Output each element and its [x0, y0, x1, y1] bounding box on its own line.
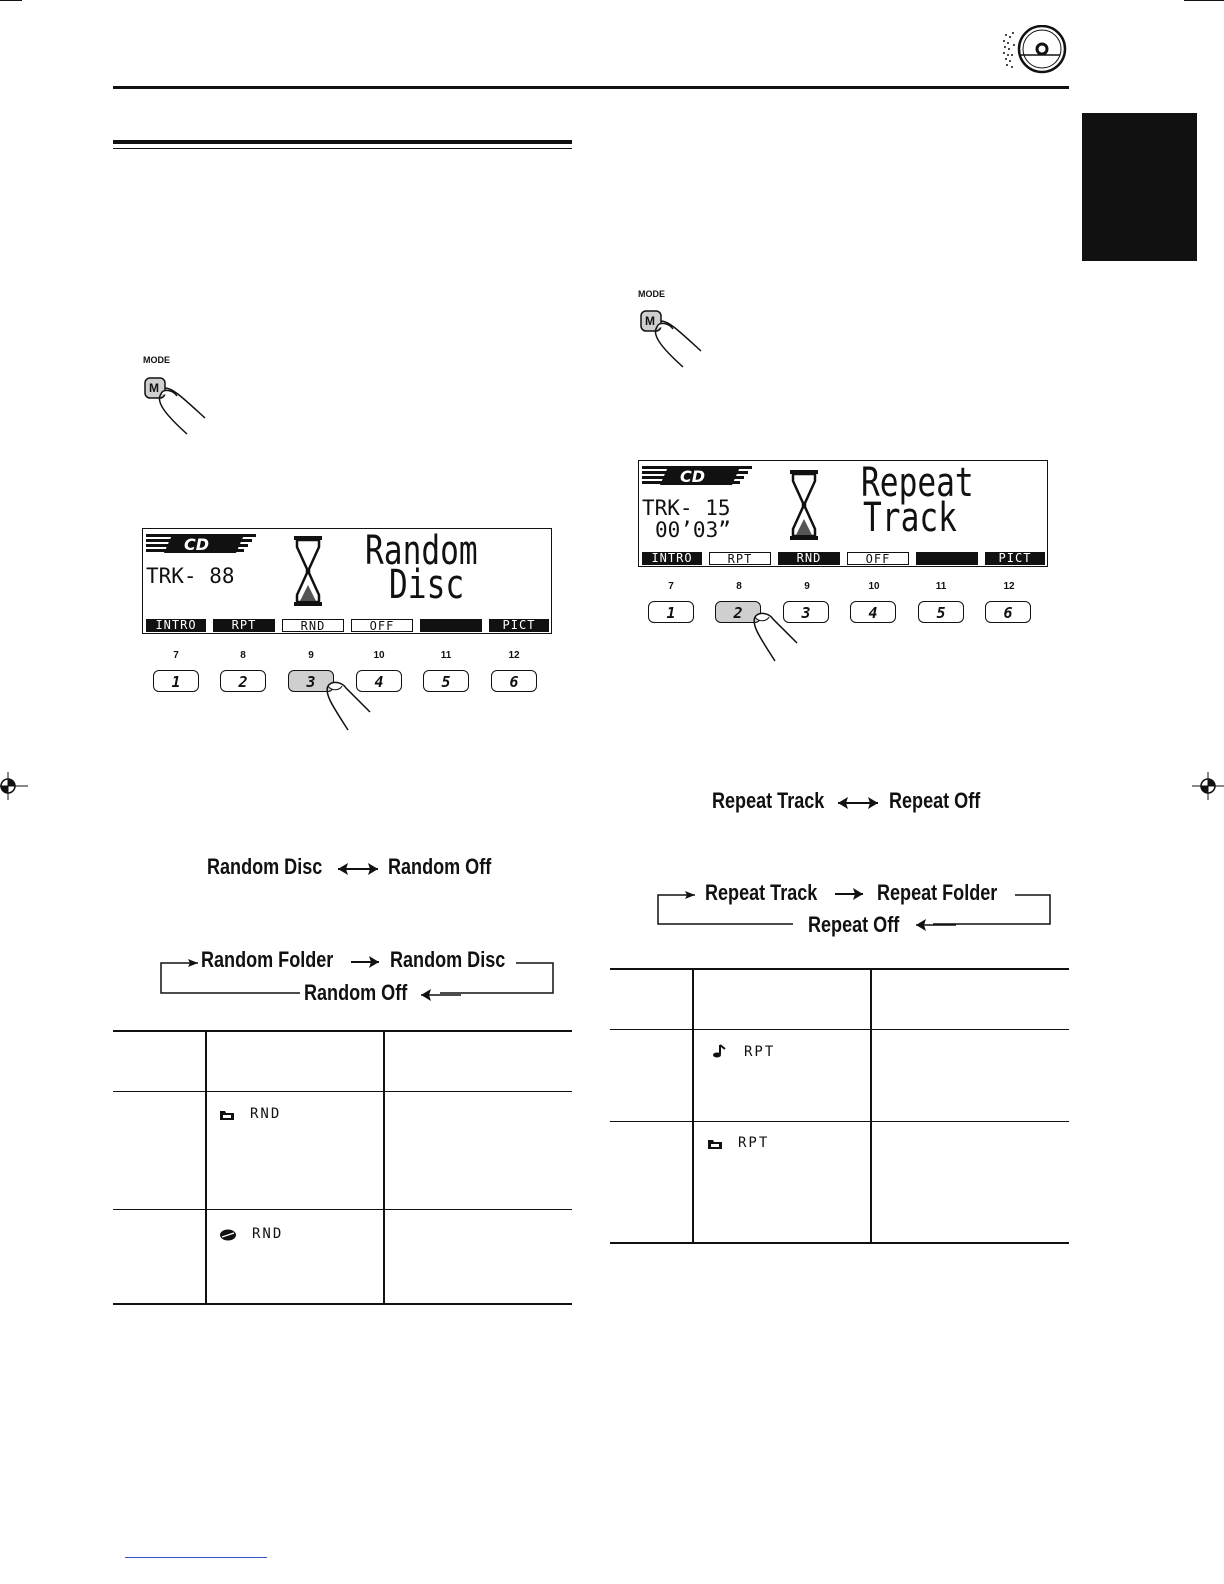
preset-button-2[interactable]: 2 [715, 601, 761, 623]
flow-repeat-track: Repeat Track [712, 788, 825, 813]
preset-button-4[interactable]: 4 [850, 601, 896, 623]
lcd-display [142, 528, 552, 634]
flow-random-disc: Random Disc [207, 854, 323, 879]
lcd-tab-intro: INTRO [642, 552, 702, 565]
table-row-rule [610, 1029, 1069, 1030]
table-bottom-rule [610, 1242, 1069, 1244]
time-readout: 00’03” [655, 518, 731, 542]
rpt-indicator: RPT [744, 1044, 776, 1060]
lcd-message-line1: Random [365, 528, 478, 574]
cd-disc-icon [1000, 25, 1068, 77]
finger-pressing-icon [318, 678, 374, 732]
preset-number-10: 10 [868, 581, 880, 592]
table-col-rule [205, 1030, 207, 1305]
rpt-indicator: RPT [738, 1135, 770, 1151]
preset-button-5[interactable]: 5 [423, 670, 469, 692]
table-col-rule [870, 968, 872, 1244]
lcd-message-line2: Track [863, 495, 957, 541]
table-bottom-rule [113, 1303, 572, 1305]
side-tab [1082, 113, 1197, 261]
table-row-rule [113, 1209, 572, 1210]
preset-number-8: 8 [240, 650, 246, 661]
preset-button-1[interactable]: 1 [153, 670, 199, 692]
lcd-message-line1: Repeat [861, 460, 974, 506]
finger-pressing-icon [745, 609, 801, 663]
folder-icon [219, 1108, 235, 1120]
mode-button[interactable] [639, 309, 709, 371]
preset-number-12: 12 [508, 650, 520, 661]
mode-key-label: M [645, 314, 655, 328]
preset-number-8: 8 [736, 581, 742, 592]
lcd-tab-rnd: RND [778, 552, 840, 565]
section-rule-thin [113, 148, 572, 149]
svg-text:CD: CD [680, 467, 706, 486]
double-arrow-icon [836, 795, 880, 811]
lcd-tab-blank [420, 619, 482, 632]
registration-mark-icon [1192, 772, 1224, 800]
hourglass-icon [293, 535, 323, 607]
folder-icon [707, 1137, 723, 1149]
arrow-right-icon [349, 955, 381, 969]
double-arrow-icon [336, 861, 380, 877]
arrow-left-icon [914, 918, 958, 932]
lcd-tab-rpt: RPT [213, 619, 275, 632]
lcd-tab-pict: PICT [489, 619, 549, 632]
table-top-rule [610, 968, 1069, 970]
preset-number-12: 12 [1003, 581, 1015, 592]
header-rule [113, 86, 1069, 89]
crop-mark-top-right [1184, 0, 1224, 1]
lcd-message-line2: Disc [389, 562, 465, 608]
flow-random-disc-2: Random Disc [390, 947, 506, 972]
preset-button-4[interactable]: 4 [356, 670, 402, 692]
preset-button-3[interactable]: 3 [288, 670, 334, 692]
preset-number-11: 11 [440, 650, 452, 661]
lcd-tab-rnd: RND [282, 619, 344, 632]
preset-number-9: 9 [804, 581, 810, 592]
lcd-tab-pict: PICT [985, 552, 1045, 565]
flow-random-off-2: Random Off [304, 980, 408, 1005]
lcd-tab-off: OFF [351, 619, 413, 632]
arrow-right-icon [833, 887, 865, 901]
track-readout: TRK- 15 [642, 496, 731, 520]
mode-button[interactable] [143, 376, 213, 438]
mode-label: MODE [638, 289, 665, 299]
table-col-rule [383, 1030, 385, 1305]
table-col-rule [692, 968, 694, 1244]
lcd-tab-rpt: RPT [709, 552, 771, 565]
preset-button-2[interactable]: 2 [220, 670, 266, 692]
preset-button-3[interactable]: 3 [783, 601, 829, 623]
crop-mark-top-left [0, 0, 22, 1]
flow-repeat-folder: Repeat Folder [877, 880, 998, 905]
table-row-rule [610, 1121, 1069, 1122]
rnd-indicator: RND [252, 1226, 284, 1242]
hourglass-icon [789, 469, 819, 541]
preset-button-1[interactable]: 1 [648, 601, 694, 623]
music-note-icon [712, 1044, 728, 1058]
preset-button-5[interactable]: 5 [918, 601, 964, 623]
arrow-left-icon [419, 988, 463, 1002]
preset-number-10: 10 [373, 650, 385, 661]
track-readout: TRK- 88 [146, 564, 235, 588]
mode-key-label: M [149, 381, 159, 395]
lcd-tab-intro: INTRO [146, 619, 206, 632]
table-top-rule [113, 1030, 572, 1032]
disc-icon [219, 1228, 237, 1240]
flow-random-folder: Random Folder [201, 947, 334, 972]
rnd-indicator: RND [250, 1106, 282, 1122]
lcd-tab-off: OFF [847, 552, 909, 565]
flow-random-off: Random Off [388, 854, 492, 879]
preset-number-9: 9 [308, 650, 314, 661]
cd-source-logo [642, 464, 758, 488]
lcd-tab-blank [916, 552, 978, 565]
footer-link-rule [125, 1557, 267, 1558]
table-row-rule [113, 1091, 572, 1092]
preset-number-7: 7 [668, 581, 674, 592]
registration-mark-icon [0, 772, 28, 800]
flow-repeat-off: Repeat Off [889, 788, 981, 813]
flow-repeat-track-2: Repeat Track [705, 880, 818, 905]
flow-repeat-off-2: Repeat Off [808, 912, 900, 937]
preset-number-7: 7 [173, 650, 179, 661]
cd-source-logo [146, 532, 262, 556]
section-rule [113, 140, 572, 144]
preset-button-6[interactable]: 6 [491, 670, 537, 692]
preset-number-11: 11 [935, 581, 947, 592]
mode-label: MODE [143, 355, 170, 365]
lcd-display [638, 460, 1048, 567]
cd-source-text: CD [184, 535, 210, 554]
preset-button-6[interactable]: 6 [985, 601, 1031, 623]
